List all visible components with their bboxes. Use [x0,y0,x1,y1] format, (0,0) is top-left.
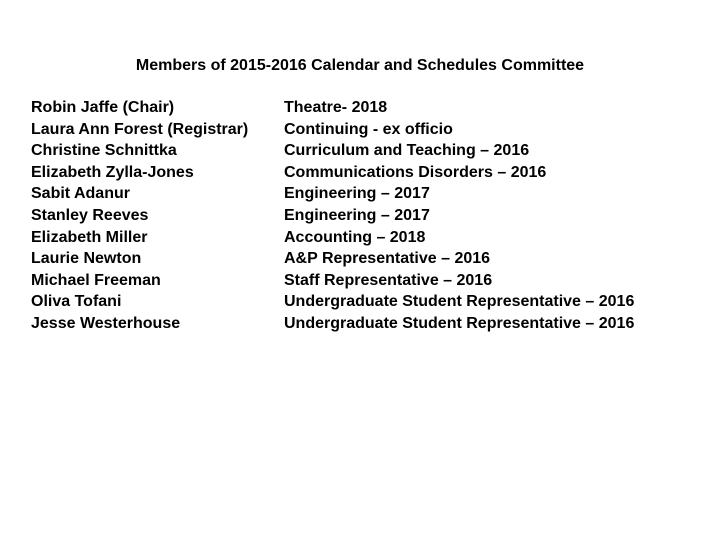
member-name: Sabit Adanur [31,185,130,203]
member-role: Staff Representative – 2016 [284,271,493,289]
member-name: Oliva Tofani [31,293,122,311]
member-row [31,119,684,141]
member-roster [31,97,684,335]
member-name: Michael Freeman [31,271,161,289]
member-row [31,205,684,227]
member-row [31,313,684,335]
member-role: Undergraduate Student Representative – 2016 [284,314,635,332]
member-role: Communications Disorders – 2016 [284,163,547,181]
member-name: Elizabeth Zylla-Jones [31,163,194,181]
member-name: Stanley Reeves [31,206,149,224]
member-name: Laura Ann Forest (Registrar) [31,120,249,138]
member-row [31,97,684,119]
committee-title: Members of 2015-2016 Calendar and Schedules Committee [135,57,585,74]
member-role: Engineering – 2017 [284,185,430,203]
member-role: Theatre- 2018 [284,99,388,116]
member-role: Undergraduate Student Representative – 2016 [284,293,635,311]
member-name: Laurie Newton [31,250,142,268]
member-row [31,140,684,162]
member-row [31,291,684,313]
member-role: Curriculum and Teaching – 2016 [284,142,530,160]
member-name: Robin Jaffe (Chair) [31,99,175,116]
member-name: Jesse Westerhouse [31,314,181,332]
member-role: A&P Representative – 2016 [284,250,491,268]
member-row [31,162,684,184]
member-name: Elizabeth Miller [31,228,148,246]
member-name: Christine Schnittka [31,142,177,160]
member-role: Continuing - ex officio [284,120,453,138]
member-row [31,270,684,292]
member-row [31,248,684,270]
member-row [31,227,684,249]
member-role: Accounting – 2018 [284,228,426,246]
member-role: Engineering – 2017 [284,206,430,224]
member-row [31,183,684,205]
